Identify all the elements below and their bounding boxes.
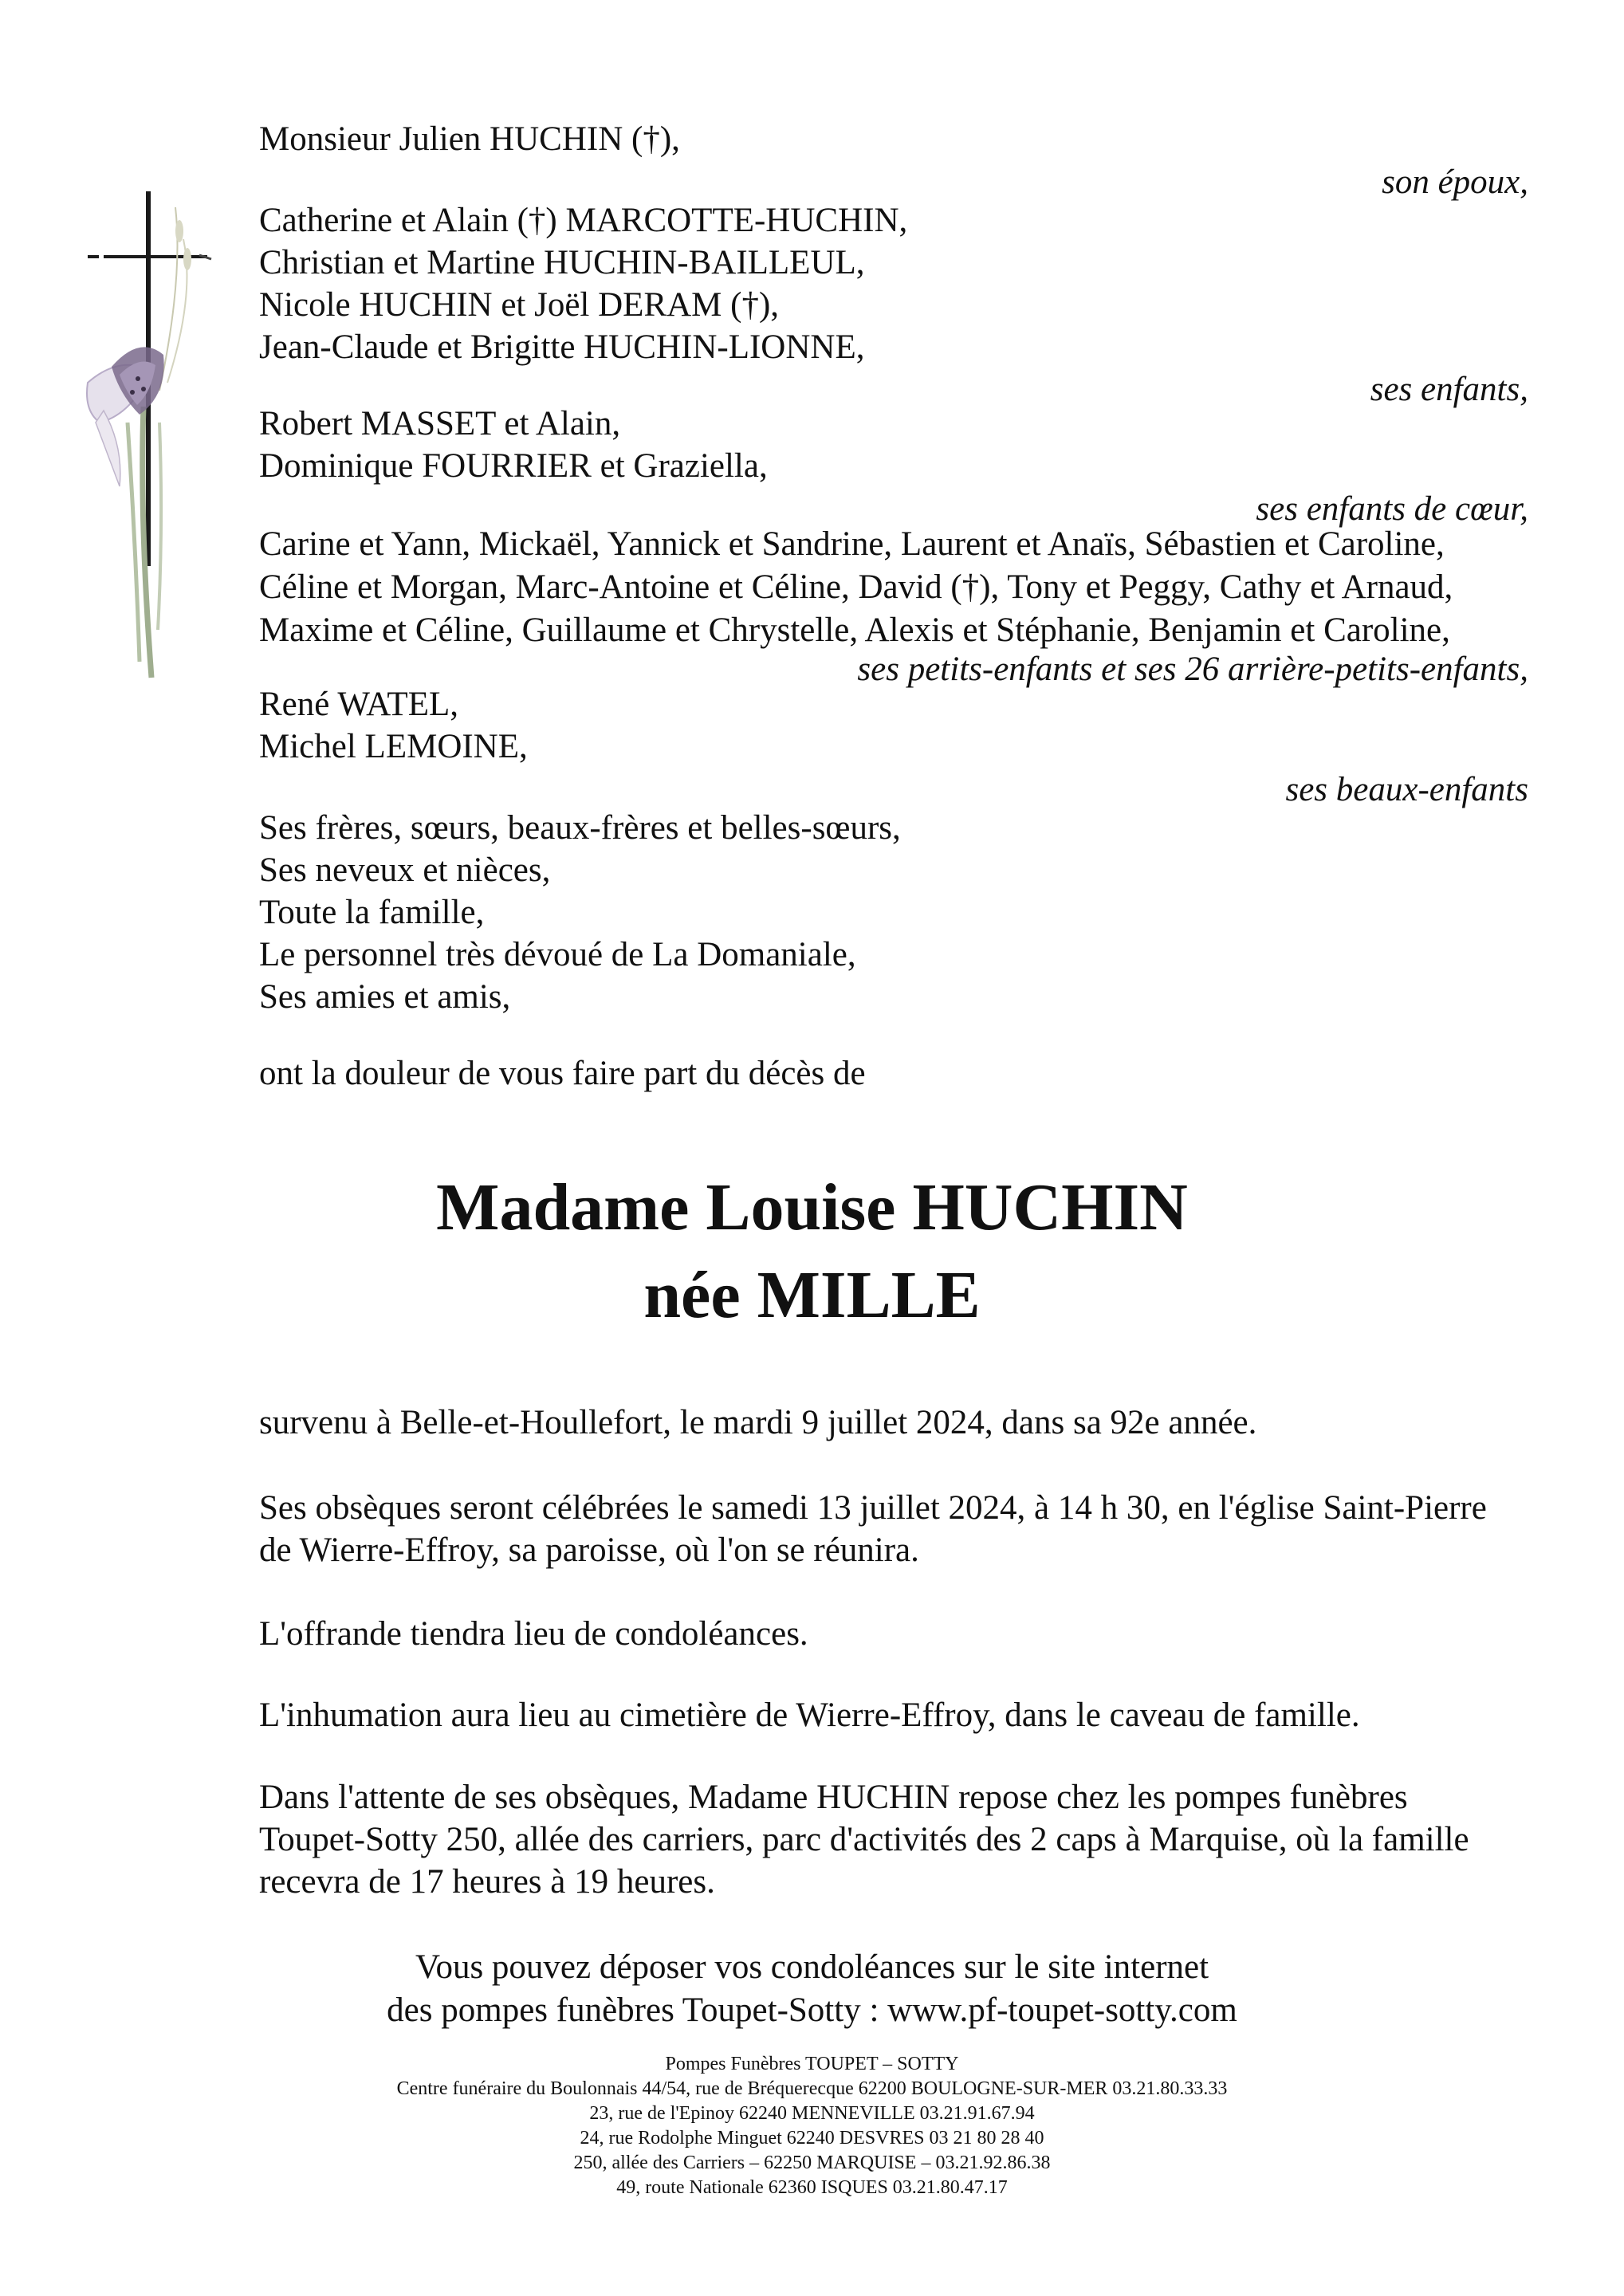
children-role: ses enfants, xyxy=(1370,371,1528,408)
funeral-details: Ses obsèques seront célébrées le samedi 13 juillet 2024, à 14 h 30, en l'église Saint-Pierre xyxy=(259,1489,1487,1527)
child-line: Jean-Claude et Brigitte HUCHIN-LIONNE, xyxy=(259,328,865,366)
condolences-text: des pompes funèbres Toupet-Sotty : www.pf-toupet-sotty.com xyxy=(387,1991,1237,2029)
announcement: ont la douleur de vous faire part du décès de xyxy=(259,1055,866,1092)
visitation-details: Dans l'attente de ses obsèques, Madame HUCHIN repose chez les pompes funèbres xyxy=(259,1779,1408,1816)
others-line: Le personnel très dévoué de La Domaniale, xyxy=(259,936,856,973)
visitation-details: Toupet-Sotty 250, allée des carriers, parc d'activités des 2 caps à Marquise, où la famille xyxy=(259,1821,1469,1858)
heart-child-line: Dominique FOURRIER et Graziella, xyxy=(259,447,768,485)
footer-line: 49, route Nationale 62360 ISQUES 03.21.80.47.17 xyxy=(616,2177,1008,2198)
others-line: Ses amies et amis, xyxy=(259,978,511,1016)
grandchildren-line: Maxime et Céline, Guillaume et Chrystelle, Alexis et Stéphanie, Benjamin et Caroline, xyxy=(259,611,1450,649)
cross-lily-icon xyxy=(64,183,239,694)
footer-line: 23, rue de l'Epinoy 62240 MENNEVILLE 03.21.91.67.94 xyxy=(589,2103,1035,2124)
death-details: survenu à Belle-et-Houllefort, le mardi 9 juillet 2024, dans sa 92e année. xyxy=(259,1404,1257,1441)
heart-children-role: ses enfants de cœur, xyxy=(1256,490,1528,528)
offering-details: L'offrande tiendra lieu de condoléances. xyxy=(259,1615,808,1653)
footer-line: 24, rue Rodolphe Minguet 62240 DESVRES 03 21 80 28 40 xyxy=(580,2128,1044,2149)
footer-line: Pompes Funèbres TOUPET – SOTTY xyxy=(665,2054,959,2074)
spouse-role: son époux, xyxy=(1382,163,1528,201)
spouse-name: Monsieur Julien HUCHIN (†), xyxy=(259,120,680,158)
in-law-line: René WATEL, xyxy=(259,686,458,723)
grandchildren-line: Céline et Morgan, Marc-Antoine et Céline, David (†), Tony et Peggy, Cathy et Arnaud, xyxy=(259,568,1453,606)
child-line: Catherine et Alain (†) MARCOTTE-HUCHIN, xyxy=(259,202,908,239)
others-line: Ses frères, sœurs, beaux-frères et belles-sœurs, xyxy=(259,809,901,847)
condolences-text: Vous pouvez déposer vos condoléances sur le site internet xyxy=(415,1948,1209,1986)
child-line: Nicole HUCHIN et Joël DERAM (†), xyxy=(259,286,780,324)
others-line: Toute la famille, xyxy=(259,894,485,931)
deceased-name: Madame Louise HUCHIN xyxy=(436,1170,1188,1244)
deceased-maiden-name: née MILLE xyxy=(643,1258,981,1332)
grandchildren-line: Carine et Yann, Mickaël, Yannick et Sandrine, Laurent et Anaïs, Sébastien et Caroline, xyxy=(259,525,1445,563)
visitation-details: recevra de 17 heures à 19 heures. xyxy=(259,1863,715,1901)
child-line: Christian et Martine HUCHIN-BAILLEUL, xyxy=(259,244,865,281)
others-line: Ses neveux et nièces, xyxy=(259,851,551,889)
heart-child-line: Robert MASSET et Alain, xyxy=(259,405,621,442)
footer-line: 250, allée des Carriers – 62250 MARQUISE – 03.21.92.86.38 xyxy=(573,2152,1051,2173)
footer-line: Centre funéraire du Boulonnais 44/54, rue de Bréquerecque 62200 BOULOGNE-SUR-MER 03.21.80.33.33 xyxy=(396,2078,1228,2099)
burial-details: L'inhumation aura lieu au cimetière de Wierre-Effroy, dans le caveau de famille. xyxy=(259,1696,1360,1734)
in-laws-role: ses beaux-enfants xyxy=(1285,771,1528,808)
in-law-line: Michel LEMOINE, xyxy=(259,728,528,765)
grandchildren-role: ses petits-enfants et ses 26 arrière-petits-enfants, xyxy=(857,651,1528,688)
funeral-details: de Wierre-Effroy, sa paroisse, où l'on se réunira. xyxy=(259,1531,919,1569)
